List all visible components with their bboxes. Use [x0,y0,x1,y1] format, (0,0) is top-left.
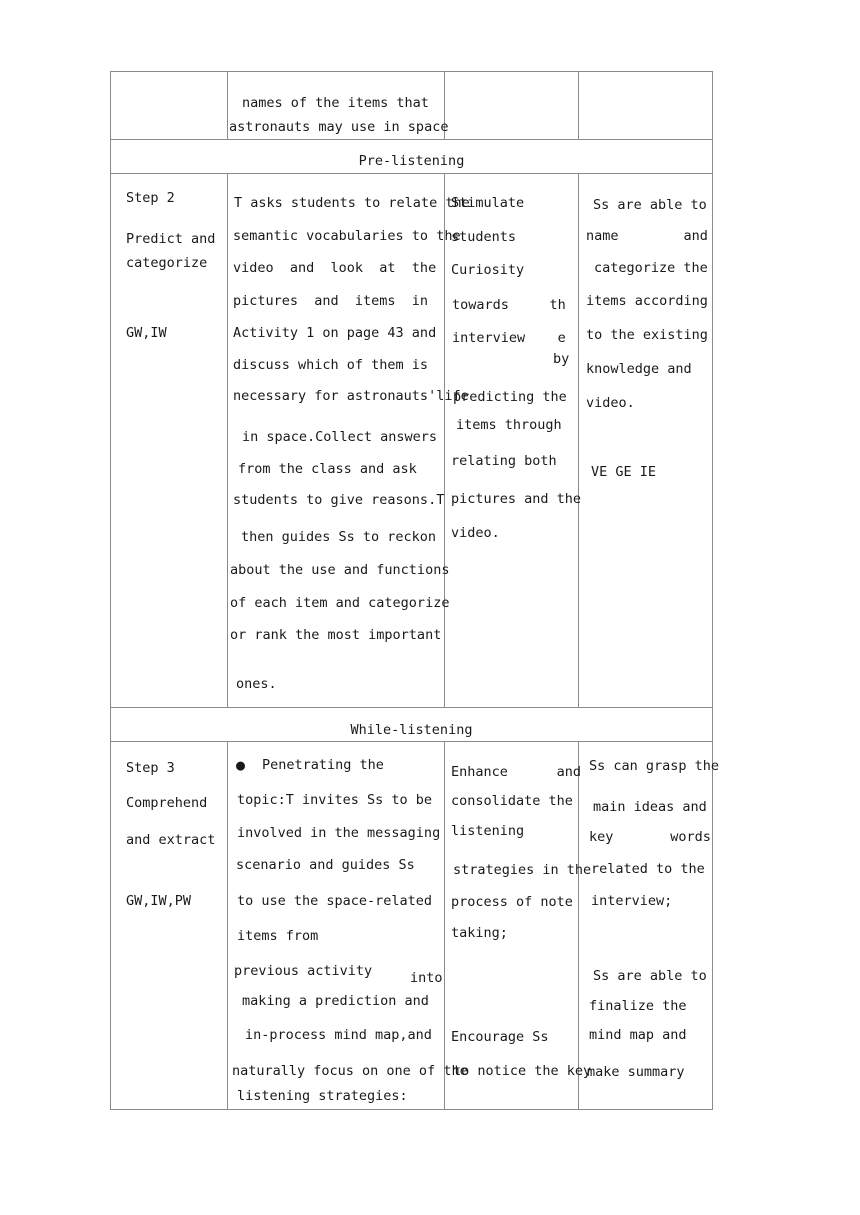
cell-text: astronauts may use in space [229,119,449,135]
row-divider [110,139,713,140]
section-header-while-listening: While-listening [350,722,473,738]
activity-line: about the use and functions [230,562,450,578]
evaluation-line: key words [589,829,711,845]
purpose-line: interview e [452,330,566,346]
evaluation-line: finalize the [589,998,687,1014]
purpose-line: strategies in the [453,862,592,878]
evaluation-codes: VE GE IE [591,464,657,480]
activity-line: from the class and ask [238,461,417,477]
purpose-line: relating both [451,453,557,469]
purpose-line: predicting the [453,389,567,405]
evaluation-line: items according [586,293,708,309]
section-header-pre-listening: Pre-listening [358,153,465,169]
activity-line: Activity 1 on page 43 and [233,325,437,341]
column-divider [227,741,228,1110]
purpose-line: Encourage Ss [451,1029,549,1045]
step-title: Predict and [126,231,216,247]
cell-text: names of the items that [242,95,429,111]
evaluation-line: main ideas and [593,799,707,815]
purpose-line: students [451,229,517,245]
column-divider [227,71,228,140]
activity-line: pictures and items in [233,293,429,309]
activity-line: Penetrating the [262,757,384,773]
activity-line: then guides Ss to reckon [241,529,437,545]
row-divider [110,173,713,174]
activity-line: of each item and categorize [230,595,450,611]
purpose-line: process of note [451,894,573,910]
column-divider [227,173,228,708]
step-title: and extract [126,832,216,848]
column-divider [444,173,445,708]
step-title: Comprehend [126,795,208,811]
purpose-line: Enhance and [451,764,582,780]
activity-line: naturally focus on one of the [232,1063,468,1079]
table-border-left [110,71,111,1110]
activity-line: involved in the messaging [237,825,441,841]
activity-line: topic:T invites Ss to be [237,792,433,808]
row-divider [110,707,713,708]
purpose-line: by [553,351,570,367]
activity-line: video and look at the [233,260,437,276]
evaluation-line: name and [586,228,708,244]
evaluation-line: mind map and [589,1027,687,1043]
evaluation-line: Ss are able to [593,968,707,984]
evaluation-line: Ss are able to [593,197,707,213]
activity-line: previous activity [234,963,373,979]
step-title: categorize [126,255,208,271]
evaluation-line: categorize the [594,260,708,276]
interaction-pattern: GW,IW,PW [126,893,192,909]
evaluation-line: to the existing [586,327,708,343]
evaluation-line: video. [586,395,635,411]
activity-line: listening strategies: [237,1088,408,1104]
purpose-line: towards th [452,297,566,313]
purpose-line: Stimulate [451,195,525,211]
purpose-line: Curiosity [451,262,525,278]
activity-line: ones. [236,676,277,692]
purpose-line: consolidate the [451,793,573,809]
activity-line: discuss which of them is [233,357,429,373]
evaluation-line: Ss can grasp the [589,758,720,774]
bullet-icon: ● [236,756,246,774]
activity-line: students to give reasons.T [233,492,445,508]
purpose-line: listening [451,823,525,839]
purpose-line: to notice the key [453,1063,592,1079]
activity-line: items from [237,928,319,944]
purpose-line: video. [451,525,500,541]
purpose-line: pictures and the [451,491,582,507]
activity-line: into [410,970,443,986]
activity-line: to use the space-related [237,893,433,909]
purpose-line: items through [456,417,562,433]
activity-line: or rank the most important [230,627,442,643]
activity-line: making a prediction and [242,993,429,1009]
interaction-pattern: GW,IW [126,325,167,341]
step-label: Step 3 [126,760,175,776]
table-border-right [712,71,713,1110]
activity-line: scenario and guides Ss [236,857,415,873]
evaluation-line: related to the [591,861,705,877]
column-divider [578,173,579,708]
row-divider [110,741,713,742]
activity-line: T asks students to relate the [234,195,470,211]
table-border-bottom [110,1109,713,1110]
activity-line: necessary for astronauts'life [233,388,469,404]
step-label: Step 2 [126,190,175,206]
activity-line: in space.Collect answers [242,429,438,445]
column-divider [578,71,579,140]
column-divider [444,741,445,1110]
activity-line: in-process mind map,and [245,1027,432,1043]
column-divider [578,741,579,1110]
evaluation-line: knowledge and [586,361,692,377]
evaluation-line: make summary [587,1064,685,1080]
purpose-line: taking; [451,925,508,941]
evaluation-line: interview; [591,893,673,909]
table-border-top [110,71,713,72]
activity-line: semantic vocabularies to the [233,228,461,244]
